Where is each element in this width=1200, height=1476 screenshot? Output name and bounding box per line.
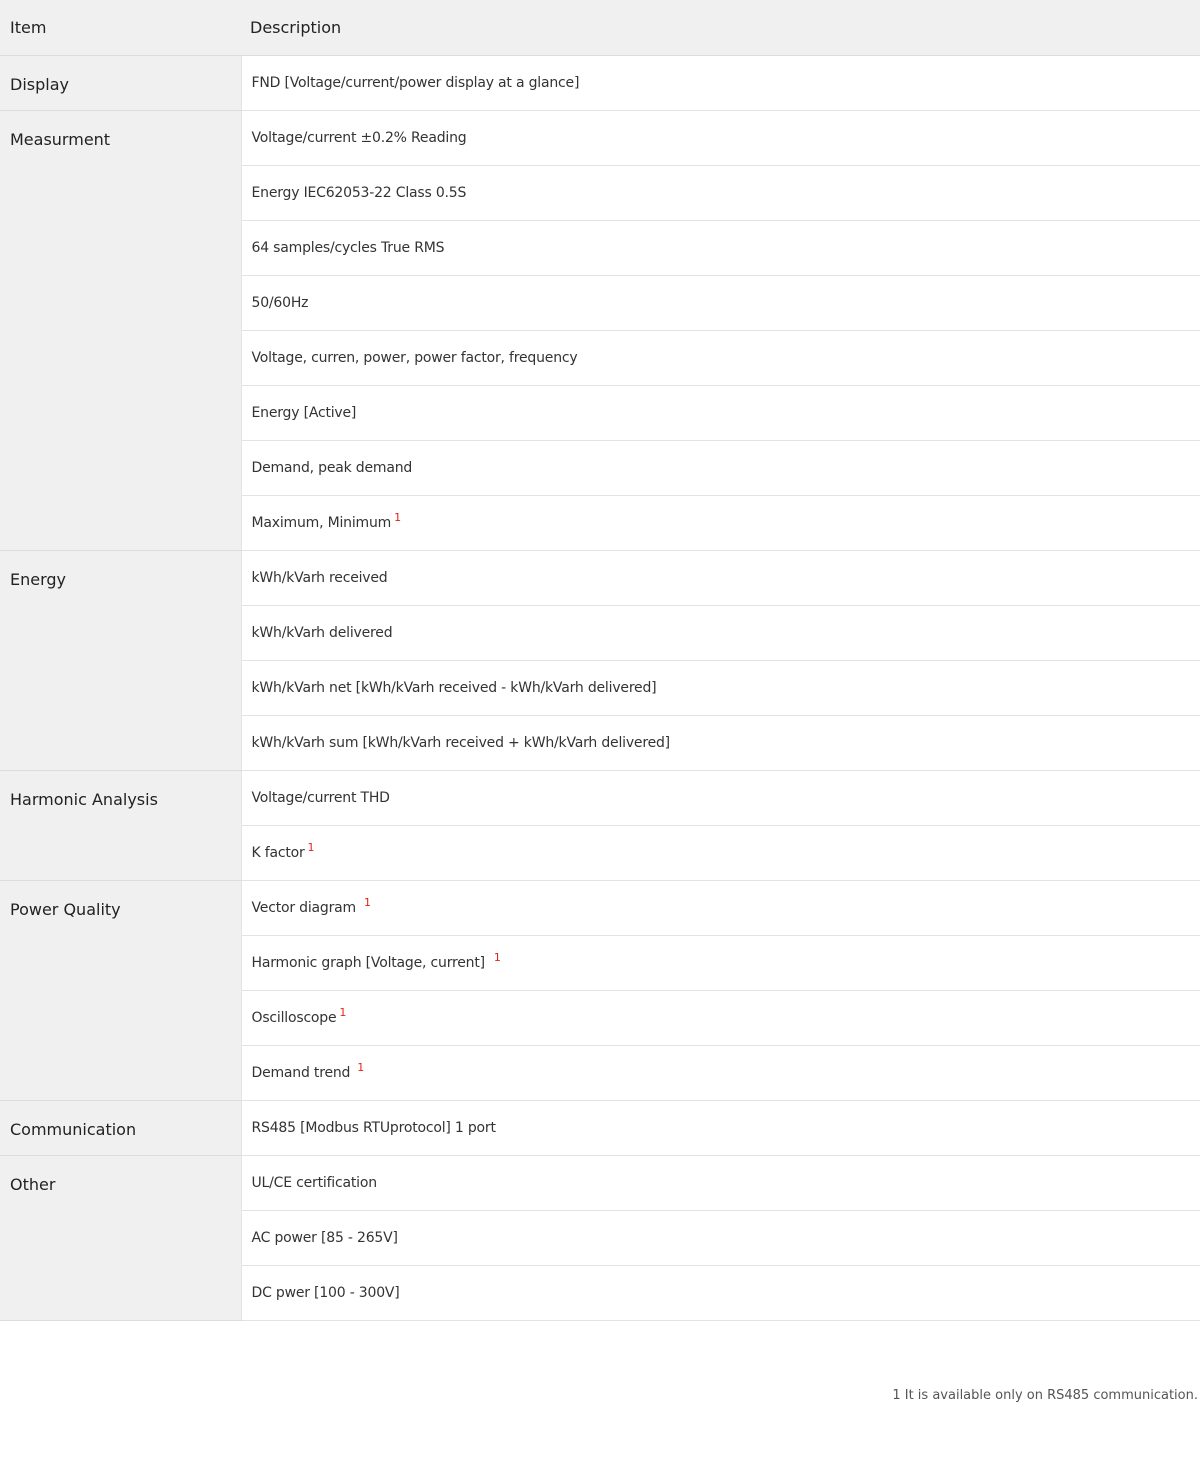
header-description: Description bbox=[241, 0, 1200, 56]
spec-cell bbox=[241, 221, 1200, 276]
category-energy: Energy bbox=[0, 551, 241, 771]
table-row bbox=[0, 551, 1200, 606]
footnote-marker: 1 bbox=[493, 951, 501, 965]
spec-text: Vector diagram bbox=[251, 900, 356, 916]
spec-text: kWh/kVarh delivered bbox=[251, 625, 393, 641]
spec-text: Oscilloscope bbox=[251, 1010, 337, 1026]
spec-cell bbox=[241, 276, 1200, 331]
category-other: Other bbox=[0, 1156, 241, 1321]
spec-text: Voltage/current ±0.2% Reading bbox=[251, 130, 467, 146]
spec-cell bbox=[241, 606, 1200, 661]
table-row bbox=[0, 771, 1200, 826]
spec-text: Voltage/current THD bbox=[251, 790, 390, 806]
footnote-marker: 1 bbox=[394, 511, 401, 525]
table-row bbox=[0, 111, 1200, 166]
category-display: Display bbox=[0, 56, 241, 111]
spec-text: kWh/kVarh sum [kWh/kVarh received + kWh/kVarh delivered] bbox=[251, 735, 670, 751]
spec-cell bbox=[241, 661, 1200, 716]
spec-text: Energy IEC62053-22 Class 0.5S bbox=[251, 185, 467, 201]
category-harmonic-analysis: Harmonic Analysis bbox=[0, 771, 241, 881]
footnote-marker: 1 bbox=[307, 841, 315, 855]
spec-text: UL/CE certification bbox=[251, 1175, 377, 1191]
table-row bbox=[0, 1101, 1200, 1156]
spec-cell bbox=[241, 551, 1200, 606]
spec-text: K factor bbox=[251, 845, 305, 861]
header-item: Item bbox=[0, 0, 241, 56]
spec-cell bbox=[241, 936, 1200, 991]
spec-cell bbox=[241, 111, 1200, 166]
spec-cell bbox=[241, 881, 1200, 936]
spec-text: Demand trend bbox=[251, 1065, 351, 1081]
category-communication: Communication bbox=[0, 1101, 241, 1156]
spec-cell bbox=[241, 56, 1200, 111]
spec-text: Demand, peak demand bbox=[251, 460, 413, 476]
table-header-row bbox=[0, 0, 1200, 56]
spec-cell bbox=[241, 496, 1200, 551]
spec-cell bbox=[241, 441, 1200, 496]
table-row bbox=[0, 56, 1200, 111]
spec-text: Maximum, Minimum bbox=[251, 515, 392, 531]
spec-text: 50/60Hz bbox=[251, 295, 309, 311]
spec-cell bbox=[241, 1266, 1200, 1321]
spec-cell bbox=[241, 1211, 1200, 1266]
spec-text: RS485 [Modbus RTUprotocol] 1 port bbox=[251, 1120, 496, 1136]
spec-text: Harmonic graph [Voltage, current] bbox=[251, 955, 485, 971]
spec-cell bbox=[241, 166, 1200, 221]
spec-text: kWh/kVarh received bbox=[251, 570, 388, 586]
spec-cell bbox=[241, 1046, 1200, 1101]
footnote-marker: 1 bbox=[363, 896, 371, 910]
table-row bbox=[0, 1156, 1200, 1211]
spec-text: Energy [Active] bbox=[251, 405, 357, 421]
category-power-quality: Power Quality bbox=[0, 881, 241, 1101]
spec-cell bbox=[241, 331, 1200, 386]
spec-cell bbox=[241, 386, 1200, 441]
spec-cell bbox=[241, 1156, 1200, 1211]
spec-cell bbox=[241, 771, 1200, 826]
spec-cell bbox=[241, 991, 1200, 1046]
spec-text: DC pwer [100 - 300V] bbox=[251, 1285, 400, 1301]
footnote-text: 1 It is available only on RS485 communication. bbox=[892, 1388, 1198, 1403]
spec-cell bbox=[241, 826, 1200, 881]
table-row bbox=[0, 881, 1200, 936]
category-measurement: Measurment bbox=[0, 111, 241, 551]
spec-text: FND [Voltage/current/power display at a glance] bbox=[251, 75, 580, 91]
spec-text: Voltage, curren, power, power factor, frequency bbox=[251, 350, 578, 366]
spec-text: kWh/kVarh net [kWh/kVarh received - kWh/kVarh delivered] bbox=[251, 680, 657, 696]
footnote-marker: 1 bbox=[339, 1006, 347, 1020]
spec-cell bbox=[241, 1101, 1200, 1156]
spec-text: AC power [85 - 265V] bbox=[251, 1230, 398, 1246]
spec-cell bbox=[241, 716, 1200, 771]
footnote-marker: 1 bbox=[357, 1061, 365, 1075]
spec-text: 64 samples/cycles True RMS bbox=[251, 240, 445, 256]
